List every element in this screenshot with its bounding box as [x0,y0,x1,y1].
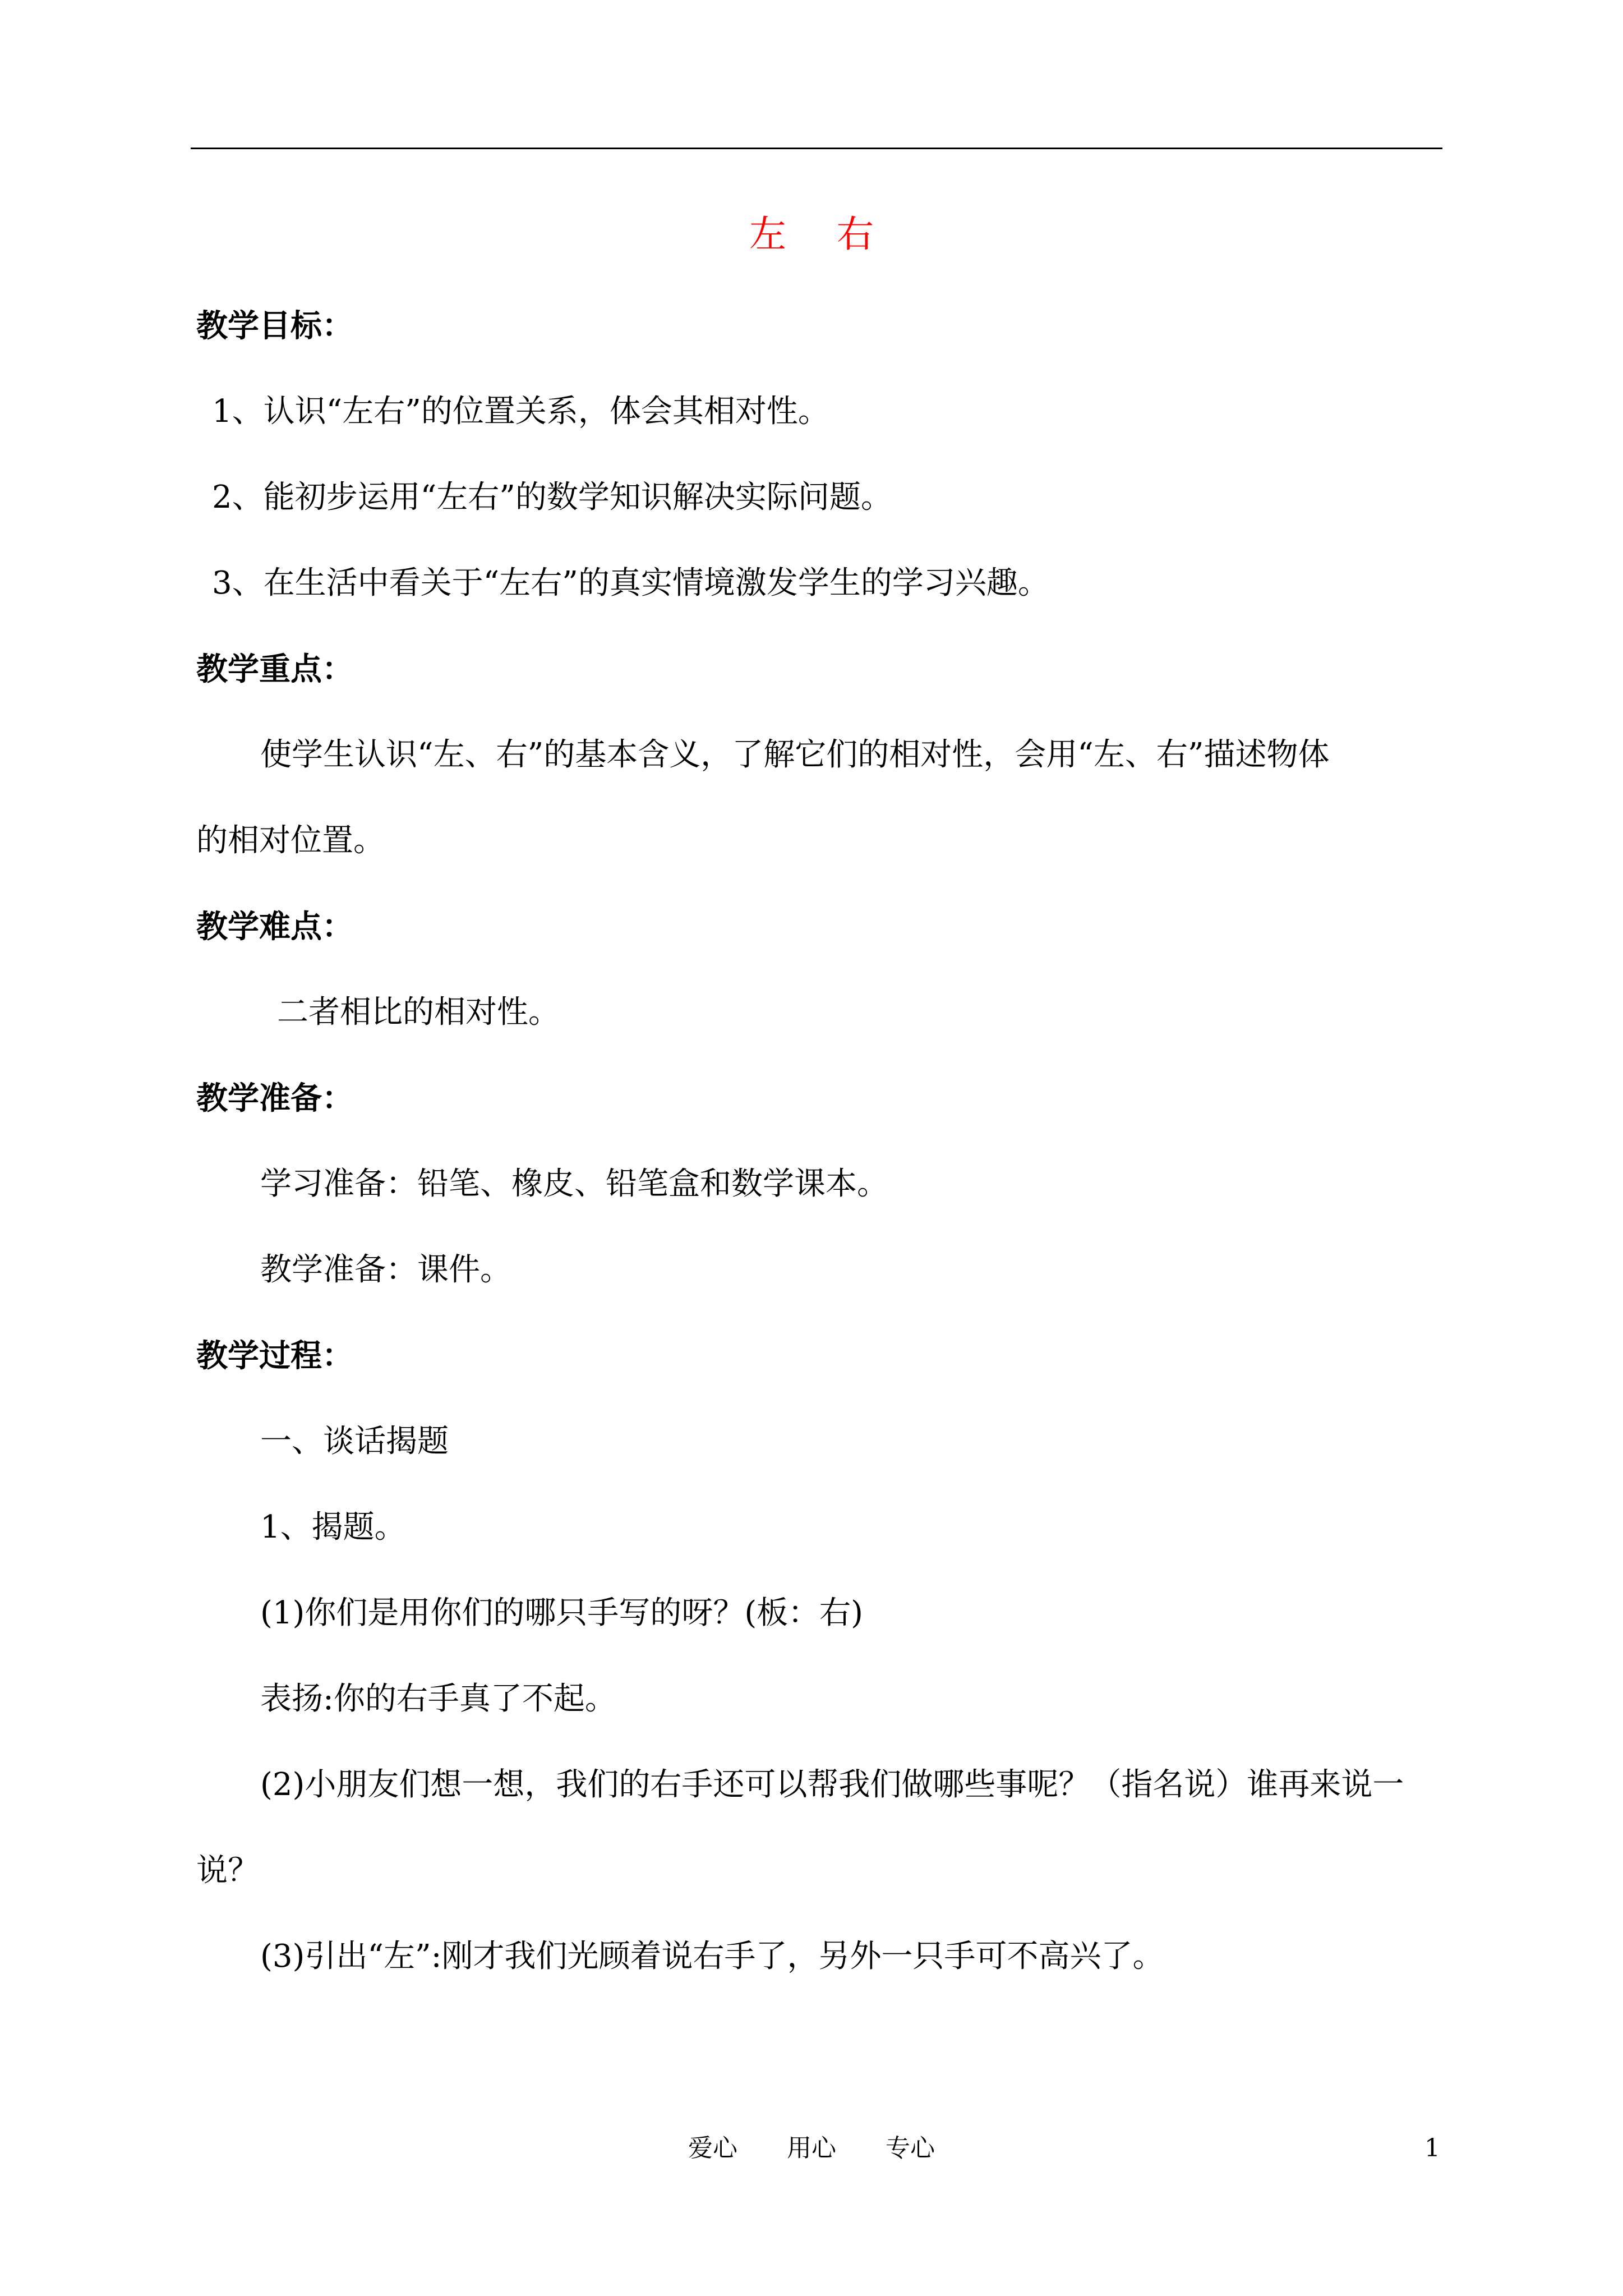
footer-motto: 爱心 用心 专心 [688,2134,935,2162]
heading-difficulties: 教学难点： [196,908,353,945]
process-question-2-continued: 说？ [196,1852,259,1889]
objective-3: 3、在生活中看关于“左右”的真实情境激发学生的学习兴趣。 [212,565,1049,601]
objective-2: 2、能初步运用“左右”的数学知识解决实际问题。 [212,479,892,516]
document-title: 左右 [749,213,924,256]
heading-process: 教学过程： [196,1337,353,1374]
teacher-preparation: 教学准备：课件。 [260,1251,511,1288]
heading-teaching-objectives: 教学目标： [196,307,353,344]
header-rule [191,148,1442,149]
objective-1: 1、认识“左右”的位置关系，体会其相对性。 [212,393,829,430]
student-preparation: 学习准备：铅笔、橡皮、铅笔盒和数学课本。 [260,1166,888,1202]
process-praise: 表扬:你的右手真了不起。 [260,1681,616,1717]
process-section-1: 一、谈话揭题 [260,1423,449,1460]
page-number: 1 [1424,2134,1440,2162]
process-question-3: (3)引出“左”:刚才我们光顾着说右手了，另外一只手可不高兴了。 [260,1938,1164,1975]
process-question-2: (2)小朋友们想一想，我们的右手还可以帮我们做哪些事呢？（指名说）谁再来说一 [260,1766,1404,1803]
heading-key-points: 教学重点： [196,651,353,688]
key-points-text: 使学生认识“左、右”的基本含义，了解它们的相对性，会用“左、右”描述物体 [260,737,1330,773]
heading-preparation: 教学准备： [196,1080,353,1117]
difficulties-text: 二者相比的相对性。 [277,994,560,1030]
key-points-text-continued: 的相对位置。 [196,822,385,859]
process-step-1: 1、揭题。 [260,1509,406,1545]
process-question-1: (1)你们是用你们的哪只手写的呀？(板：右) [260,1595,864,1631]
